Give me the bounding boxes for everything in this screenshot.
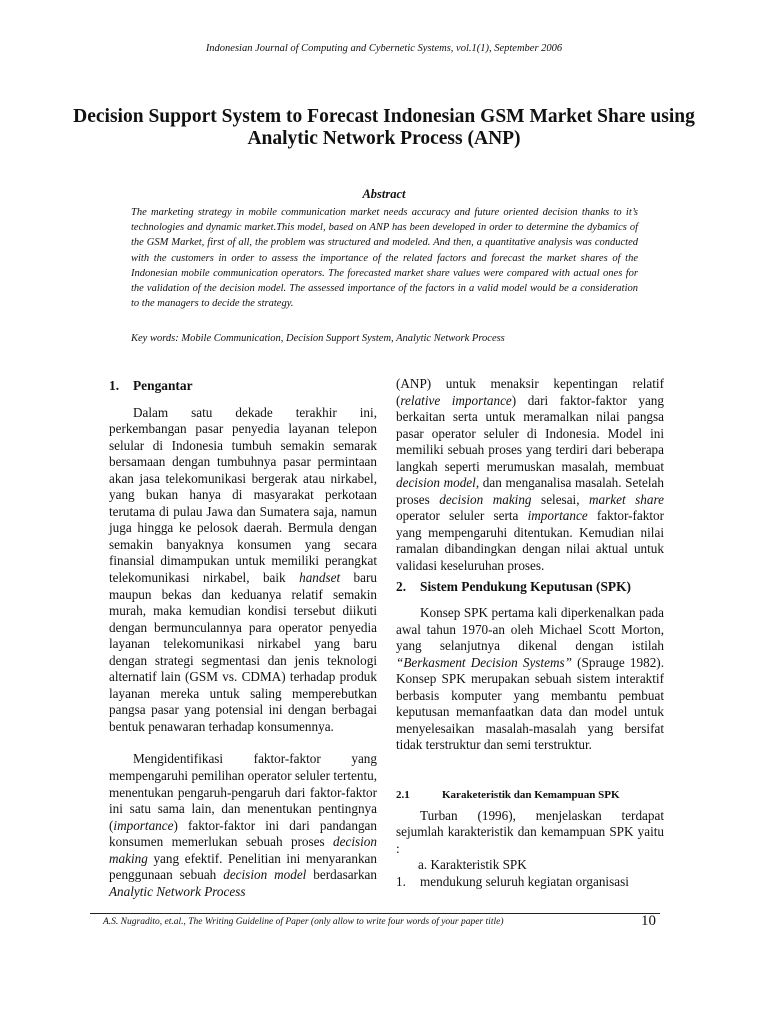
paragraph: (ANP) untuk menaksir kepentingan relatif (relative importance) dari faktor-faktor yang berkaitan serta untuk meramalkan nilai pangsa pasar operator seluler di Indonesia. Model ini memiliki sebuah proses yang terdiri dari beberapa langkah seperti merumuskan masalah, membuat decision model, dan menganalisa masalah. Setelah proses decision making selesai, market share operator seluler serta importance faktor-faktor yang mempengaruhi ditentukan. Kemudian nilai ramalan dibandingkan dengan nilai aktual untuk validasi keseluruhan proses. bbox=[396, 376, 664, 574]
subsection-number: 2.1 bbox=[396, 789, 410, 802]
keywords: Key words: Mobile Communication, Decision Support System, Analytic Network Process bbox=[131, 333, 505, 344]
paragraph: Dalam satu dekade terakhir ini, perkembangan pasar penyedia layanan telepon selular di Indonesia tumbuh semakin semarak bersamaan dengan tumbuhnya pasar permintaan akan jasa telekomunikasi bergerak atau nirkabel, yang bukan hanya di masyarakat perkotaan terutama di pulau Jawa dan Sumatera saja, namun juga hingga ke pelosok daerah. Bermula dengan semakin banyaknya konsumen yang secara finansial dimampukan untuk memiliki perangkat telekomunikasi nirkabel, baik handset baru maupun bekas dan keduanya relatif semakin murah, maka kemudian kondisi tersebut diikuti dengan bermunculannya para operator penyedia layanan telekomunikasi nirkabel yang baru dengan strategi segmentasi dan jenis teknologi alternatif lain (GSM vs. CDMA) terhadap produk layanan mereka untuk saling memperebutkan pangsa pasar yang potensial ini dengan berbagai bentuk penawaran terhadap konsumennya. bbox=[109, 404, 377, 734]
section-title: Pengantar bbox=[133, 378, 193, 393]
footer-rule bbox=[90, 913, 660, 914]
left-column bbox=[109, 376, 377, 900]
right-column bbox=[396, 376, 664, 890]
section-heading-spk bbox=[396, 579, 664, 596]
section-title: Sistem Pendukung Keputusan (SPK) bbox=[420, 578, 631, 594]
list-label: a. Karakteristik SPK bbox=[418, 857, 527, 873]
paper-title: Decision Support System to Forecast Indonesian GSM Market Share using Analytic Network Process (ANP) bbox=[73, 106, 695, 149]
abstract-text: The marketing strategy in mobile communication market needs accuracy and future oriented decision thanks to it’s technologies and dynamic market.This model, based on ANP has been developed in order to determine the dybamics of the GSM Market, first of all, the problem was structured and modeled. And then, a quantitative analysis was conducted with the customers in order to assess the importance of the related factors and forecast the market shares of the Indonesian mobile communication operators. The forecasted market share values were compared with actual ones for the validation of the decision model. The assessed importance of the factors in a valid model would be a consideration to the managers to decide the strategy. bbox=[131, 207, 638, 310]
subsection-heading bbox=[396, 787, 664, 804]
subsection-title: Karaketeristik dan Kemampuan SPK bbox=[442, 789, 620, 802]
paragraph: Turban (1996), menjelaskan terdapat sejumlah karakteristik dan kemampuan SPK yaitu : bbox=[396, 807, 664, 856]
section-heading-pengantar bbox=[109, 378, 377, 395]
journal-header: Indonesian Journal of Computing and Cybernetic Systems, vol.1(1), September 2006 bbox=[205, 43, 563, 54]
list-number: 1. bbox=[396, 873, 406, 889]
section-number: 2. bbox=[396, 578, 407, 594]
paragraph: Mengidentifikasi faktor-faktor yang mempengaruhi pemilihan operator seluler tertentu, menentukan pengaruh-pengaruh dari faktor-faktor ini satu sama lain, dan menentukan pentingnya (importance) faktor-faktor ini dari pandangan konsumen memerlukan sebuah proses decision making yang efektif. Penelitian ini menyarankan penggunaan sebuah decision model berdasarkan Analytic Network Process bbox=[109, 751, 377, 899]
list-item bbox=[396, 874, 664, 891]
abstract-heading: Abstract bbox=[362, 187, 406, 201]
paragraph: Konsep SPK pertama kali diperkenalkan pada awal tahun 1970-an oleh Michael Scott Morton, yang selanjutnya dikenal dengan istilah “Berkasment Decision Systems” (Sprauge 1982). Konsep SPK merupakan sebuah sistem interaktif berbasis komputer yang membantu pembuat keputusan memanfaatkan data dan model untuk menyelesaikan masalah-masalah yang bersifat tidak terstruktur dan semi terstruktur. bbox=[396, 605, 664, 753]
section-number: 1. bbox=[109, 378, 120, 393]
page-number: 10 bbox=[641, 913, 656, 929]
footer-text: A.S. Nugradito, et.al., The Writing Guideline of Paper (only allow to write four words of your paper title) bbox=[103, 917, 504, 927]
list-text: mendukung seluruh kegiatan organisasi bbox=[420, 873, 629, 889]
